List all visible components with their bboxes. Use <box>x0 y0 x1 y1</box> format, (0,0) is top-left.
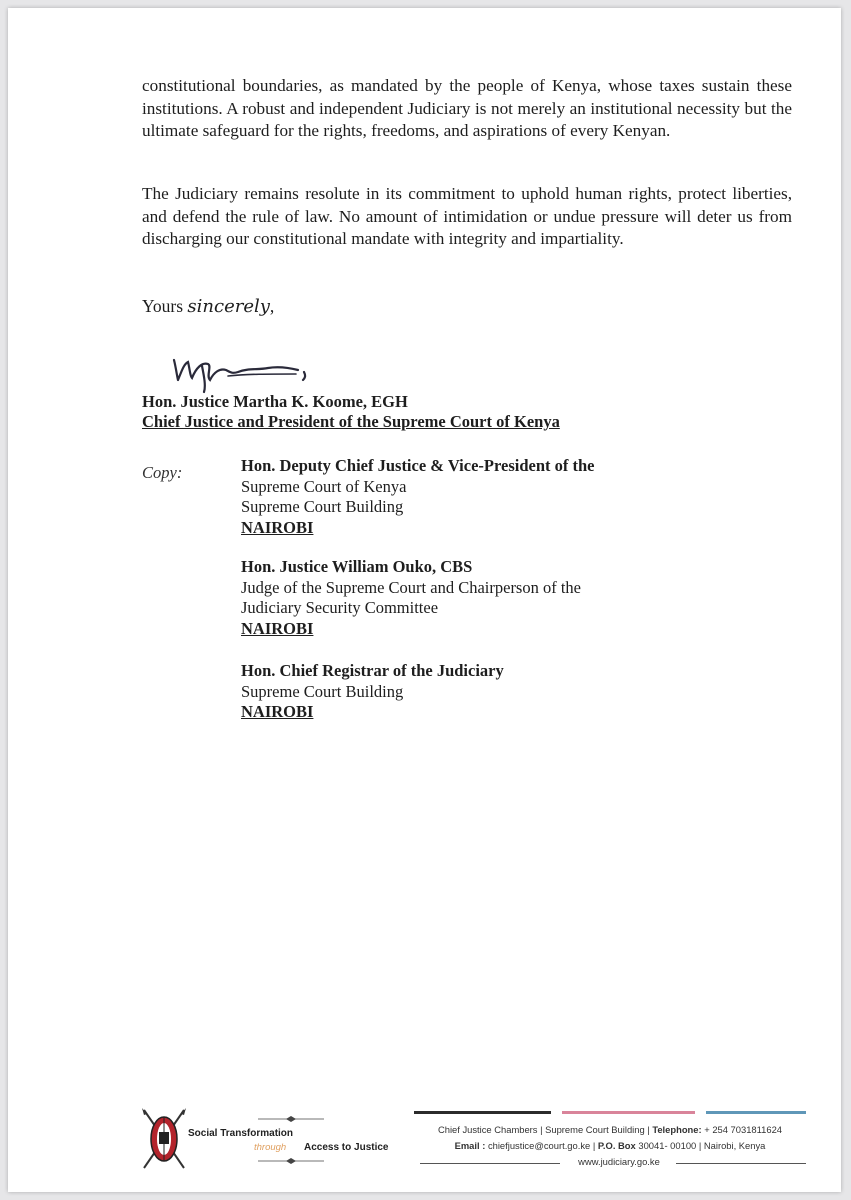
closing-punct: , <box>269 296 275 316</box>
cc-recipient-title: Hon. Deputy Chief Justice & Vice-President of the <box>241 456 595 475</box>
cc-recipient-1 <box>241 456 595 538</box>
footer-address: Chief Justice Chambers | Supreme Court Building | <box>437 1124 650 1135</box>
cc-recipient-2 <box>241 557 581 639</box>
closing-salutation <box>142 296 274 317</box>
cc-recipient-line: Supreme Court of Kenya <box>241 476 407 496</box>
body-paragraph-1: constitutional boundaries, as mandated by the people of Kenya, whose taxes sustain these institutions. A robust and independent Judiciary is not merely an institutional necessity but the ultimate safeguard for the rights, freedoms, and aspirations of every Kenyan. <box>142 76 792 140</box>
footer-telephone-label: Telephone: <box>652 1124 702 1135</box>
slogan-through: through <box>254 1142 287 1153</box>
closing-script-word: sincerely <box>187 296 270 317</box>
footer-website: www.judiciary.go.ke <box>578 1156 660 1167</box>
cc-recipient-line: Supreme Court Building <box>241 497 404 516</box>
handwritten-signature <box>168 346 328 396</box>
footer-email: chiefjustice@court.go.ke | <box>487 1140 596 1151</box>
footer-bar-blue <box>706 1111 806 1114</box>
closing-word: Yours <box>142 296 184 316</box>
signer-name: Hon. Justice Martha K. Koome, EGH <box>142 392 408 411</box>
footer-rule-right <box>676 1163 806 1164</box>
cc-recipient-title: Hon. Chief Registrar of the Judiciary <box>241 661 504 680</box>
slogan-line-2: Access to Justice <box>304 1142 389 1153</box>
copy-label: Copy: <box>142 463 183 482</box>
cc-recipient-city: NAIROBI <box>241 702 314 721</box>
footer-slogan <box>184 1112 404 1172</box>
body-paragraph-2: The Judiciary remains resolute in its commitment to uphold human rights, protect liberties, and defend the rule of law. No amount of intimidation or undue pressure will deter us from discharging our constitutional mandate with integrity and impartiality. <box>142 184 792 248</box>
cc-recipient-line: Judge of the Supreme Court and Chairperson of the <box>241 577 582 597</box>
judiciary-crest-icon <box>138 1106 190 1172</box>
footer-telephone: + 254 7031811624 <box>704 1124 783 1135</box>
footer-pobox: 30041- 00100 | Nairobi, Kenya <box>638 1140 766 1151</box>
cc-recipient-city: NAIROBI <box>241 517 314 537</box>
ornament-divider-icon <box>256 1158 326 1164</box>
ornament-divider-icon <box>256 1116 326 1122</box>
footer-bar-dark <box>414 1111 551 1114</box>
footer-address-line <box>414 1124 806 1135</box>
footer-color-bars <box>414 1111 806 1115</box>
letter-page <box>8 8 841 1192</box>
footer-bar-pink <box>562 1111 695 1114</box>
footer-pobox-label: P.O. Box <box>597 1140 636 1151</box>
cc-recipient-3 <box>241 661 504 723</box>
cc-recipient-title: Hon. Justice William Ouko, CBS <box>241 557 473 576</box>
signer-title: Chief Justice and President of the Supreme Court of Kenya <box>142 412 560 431</box>
cc-recipient-line: Supreme Court Building <box>241 681 404 701</box>
footer-email-line <box>414 1140 806 1151</box>
slogan-line-1: Social Transformation <box>188 1128 294 1139</box>
footer-website-line <box>414 1156 806 1170</box>
cc-recipient-line: Judiciary Security Committee <box>241 598 439 617</box>
footer-rule-left <box>420 1163 560 1164</box>
cc-recipient-city: NAIROBI <box>241 618 314 638</box>
footer-email-label: Email : <box>454 1140 486 1151</box>
